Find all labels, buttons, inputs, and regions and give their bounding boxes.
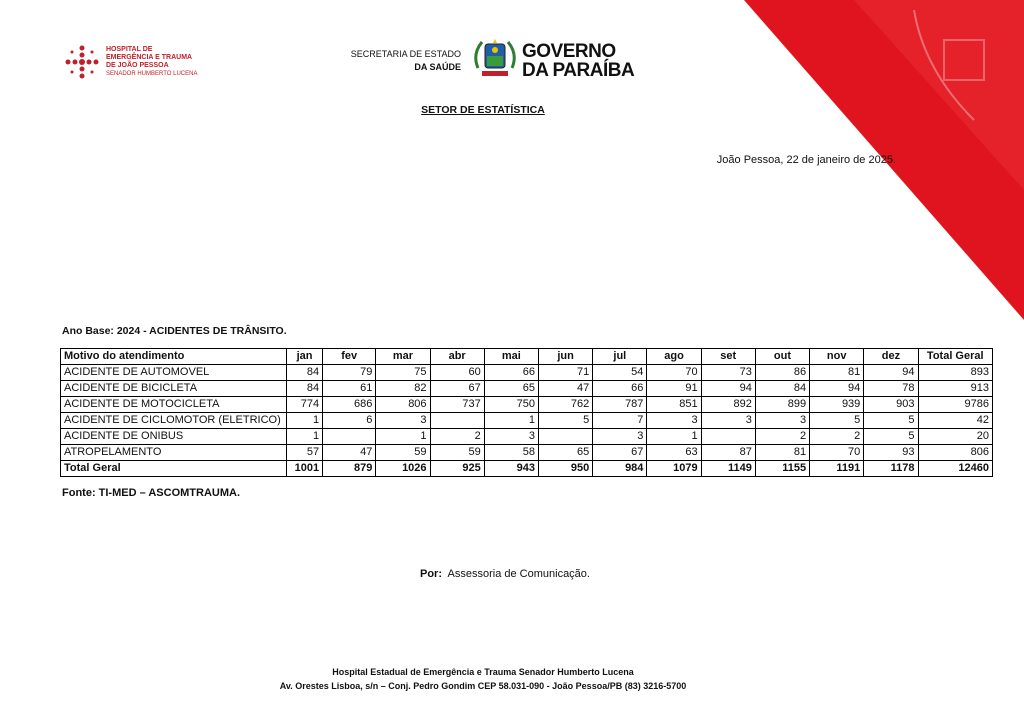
table-cell: 87 (701, 445, 755, 461)
sector-title: SETOR DE ESTATÍSTICA (421, 104, 545, 116)
table-cell: 806 (376, 397, 430, 413)
table-cell: 82 (376, 381, 430, 397)
table-cell: 939 (810, 397, 864, 413)
table-cell: 78 (864, 381, 918, 397)
table-header-cell: Motivo do atendimento (61, 349, 287, 365)
table-cell: 5 (538, 413, 592, 429)
table-cell: 1001 (286, 461, 322, 477)
table-cell: 1 (647, 429, 701, 445)
table-header-cell: jun (538, 349, 592, 365)
table-cell: 750 (484, 397, 538, 413)
table-cell: 3 (376, 413, 430, 429)
table-cell: 81 (755, 445, 809, 461)
table-cell: 774 (286, 397, 322, 413)
table-cell (538, 429, 592, 445)
table-row (61, 429, 993, 445)
table-cell: 5 (864, 429, 918, 445)
table-cell: 70 (810, 445, 864, 461)
hospital-logo-line3: DE JOÃO PESSOA (106, 62, 169, 69)
table-row (61, 365, 993, 381)
table-cell: 2 (755, 429, 809, 445)
governo-line1: GOVERNO (522, 41, 616, 62)
table-cell (701, 429, 755, 445)
table-row (61, 413, 993, 429)
table-cell: 61 (323, 381, 376, 397)
table-cell: 47 (323, 445, 376, 461)
table-cell: 66 (593, 381, 647, 397)
table-cell: 70 (647, 365, 701, 381)
hospital-logo-line4: SENADOR HUMBERTO LUCENA (106, 71, 198, 77)
table-cell: 943 (484, 461, 538, 477)
table-cell: 75 (376, 365, 430, 381)
table-cell: 2 (810, 429, 864, 445)
table-cell: 1 (376, 429, 430, 445)
hospital-logo-line1: HOSPITAL DE (106, 46, 153, 53)
table-cell: 57 (286, 445, 322, 461)
table-cell: 3 (647, 413, 701, 429)
table-cell: 7 (593, 413, 647, 429)
table-cell: 94 (810, 381, 864, 397)
hospital-logo-line2: EMERGÊNCIA E TRAUMA (106, 54, 193, 61)
governo-line2: DA PARAÍBA (522, 60, 635, 81)
table-cell: 737 (430, 397, 484, 413)
table-cell: 66 (484, 365, 538, 381)
secretaria-line1: SECRETARIA DE ESTADO (350, 49, 461, 59)
table-cell: 59 (376, 445, 430, 461)
table-header-cell: jul (593, 349, 647, 365)
table-header-cell: out (755, 349, 809, 365)
table-cell: 1079 (647, 461, 701, 477)
table-cell: 762 (538, 397, 592, 413)
table-cell: 63 (647, 445, 701, 461)
state-coat-of-arms-icon (472, 38, 518, 82)
table-cell: 73 (701, 365, 755, 381)
table-cell: 1149 (701, 461, 755, 477)
table-row (61, 381, 993, 397)
table-cell: 1178 (864, 461, 918, 477)
table-cell: 94 (701, 381, 755, 397)
base-year-title: Ano Base: 2024 - ACIDENTES DE TRÂNSITO. (62, 325, 287, 337)
footer (0, 665, 966, 693)
table-cell: 91 (647, 381, 701, 397)
table-cell: 903 (864, 397, 918, 413)
table-cell: ACIDENTE DE CICLOMOTOR (ELETRICO) (61, 413, 287, 429)
hospital-logo (64, 44, 197, 80)
table-cell: ATROPELAMENTO (61, 445, 287, 461)
table-header-cell: mar (376, 349, 430, 365)
table-cell: 1155 (755, 461, 809, 477)
table-row (61, 445, 993, 461)
table-cell (430, 413, 484, 429)
table-cell: 879 (323, 461, 376, 477)
table-cell: 3 (701, 413, 755, 429)
table-cell: 12460 (918, 461, 992, 477)
table-cell: 86 (755, 365, 809, 381)
author-label: Por: (420, 568, 442, 580)
table-cell: 5 (810, 413, 864, 429)
table-cell: 93 (864, 445, 918, 461)
table-header-cell: fev (323, 349, 376, 365)
table-cell: 925 (430, 461, 484, 477)
table-cell: 42 (918, 413, 992, 429)
table-cell: 58 (484, 445, 538, 461)
author-value: Assessoria de Comunicação. (447, 568, 590, 580)
table-cell: Total Geral (61, 461, 287, 477)
table-header-cell: Total Geral (918, 349, 992, 365)
table-cell: 851 (647, 397, 701, 413)
table-cell: 984 (593, 461, 647, 477)
document-date: João Pessoa, 22 de janeiro de 2025. (716, 154, 896, 166)
table-cell: 913 (918, 381, 992, 397)
table-total-row (61, 461, 993, 477)
table-cell: 1191 (810, 461, 864, 477)
table-header-cell: jan (286, 349, 322, 365)
table-cell: 84 (286, 381, 322, 397)
table-cell: 1 (286, 413, 322, 429)
table-cell: 892 (701, 397, 755, 413)
table-cell: 2 (430, 429, 484, 445)
table-cell: ACIDENTE DE AUTOMOVEL (61, 365, 287, 381)
table-cell: 79 (323, 365, 376, 381)
author-line (0, 568, 1010, 580)
secretaria-label (335, 48, 461, 74)
table-header-cell: nov (810, 349, 864, 365)
table-cell: 1 (286, 429, 322, 445)
table-cell: 67 (430, 381, 484, 397)
table-cell: 6 (323, 413, 376, 429)
table-cell (323, 429, 376, 445)
governo-logo (522, 42, 634, 80)
table-cell: 20 (918, 429, 992, 445)
table-cell: 60 (430, 365, 484, 381)
table-cell: 5 (864, 413, 918, 429)
table-cell: ACIDENTE DE MOTOCICLETA (61, 397, 287, 413)
table-cell: 9786 (918, 397, 992, 413)
table-cell: 893 (918, 365, 992, 381)
table-cell: 47 (538, 381, 592, 397)
table-cell: 65 (538, 445, 592, 461)
hospital-cross-icon (64, 44, 100, 80)
table-header-cell: abr (430, 349, 484, 365)
table-cell: ACIDENTE DE BICICLETA (61, 381, 287, 397)
table-cell: 81 (810, 365, 864, 381)
table-header-cell: dez (864, 349, 918, 365)
table-cell: 84 (286, 365, 322, 381)
table-cell: 806 (918, 445, 992, 461)
table-cell: 899 (755, 397, 809, 413)
table-cell: 950 (538, 461, 592, 477)
table-cell: 67 (593, 445, 647, 461)
table-cell: 54 (593, 365, 647, 381)
table-cell: 65 (484, 381, 538, 397)
table-cell: 1 (484, 413, 538, 429)
table-cell: 71 (538, 365, 592, 381)
table-cell: 3 (755, 413, 809, 429)
table-row (61, 397, 993, 413)
secretaria-line2: DA SAÚDE (414, 62, 461, 72)
table-cell: 3 (593, 429, 647, 445)
table-cell: 1026 (376, 461, 430, 477)
table-cell: 686 (323, 397, 376, 413)
table-cell: 94 (864, 365, 918, 381)
table-header-cell: ago (647, 349, 701, 365)
table-cell: 59 (430, 445, 484, 461)
table-cell: 787 (593, 397, 647, 413)
accidents-table (60, 348, 993, 477)
table-header-cell: mai (484, 349, 538, 365)
footer-line2: Av. Orestes Lisboa, s/n – Conj. Pedro Gondim CEP 58.031-090 - João Pessoa/PB (83) 3216-5700 (279, 681, 687, 691)
footer-line1: Hospital Estadual de Emergência e Trauma Senador Humberto Lucena (332, 667, 634, 677)
table-header-row (61, 349, 993, 365)
source-note: Fonte: TI-MED – ASCOMTRAUMA. (62, 487, 241, 499)
table-cell: 3 (484, 429, 538, 445)
table-header-cell: set (701, 349, 755, 365)
table-cell: ACIDENTE DE ONIBUS (61, 429, 287, 445)
table-cell: 84 (755, 381, 809, 397)
